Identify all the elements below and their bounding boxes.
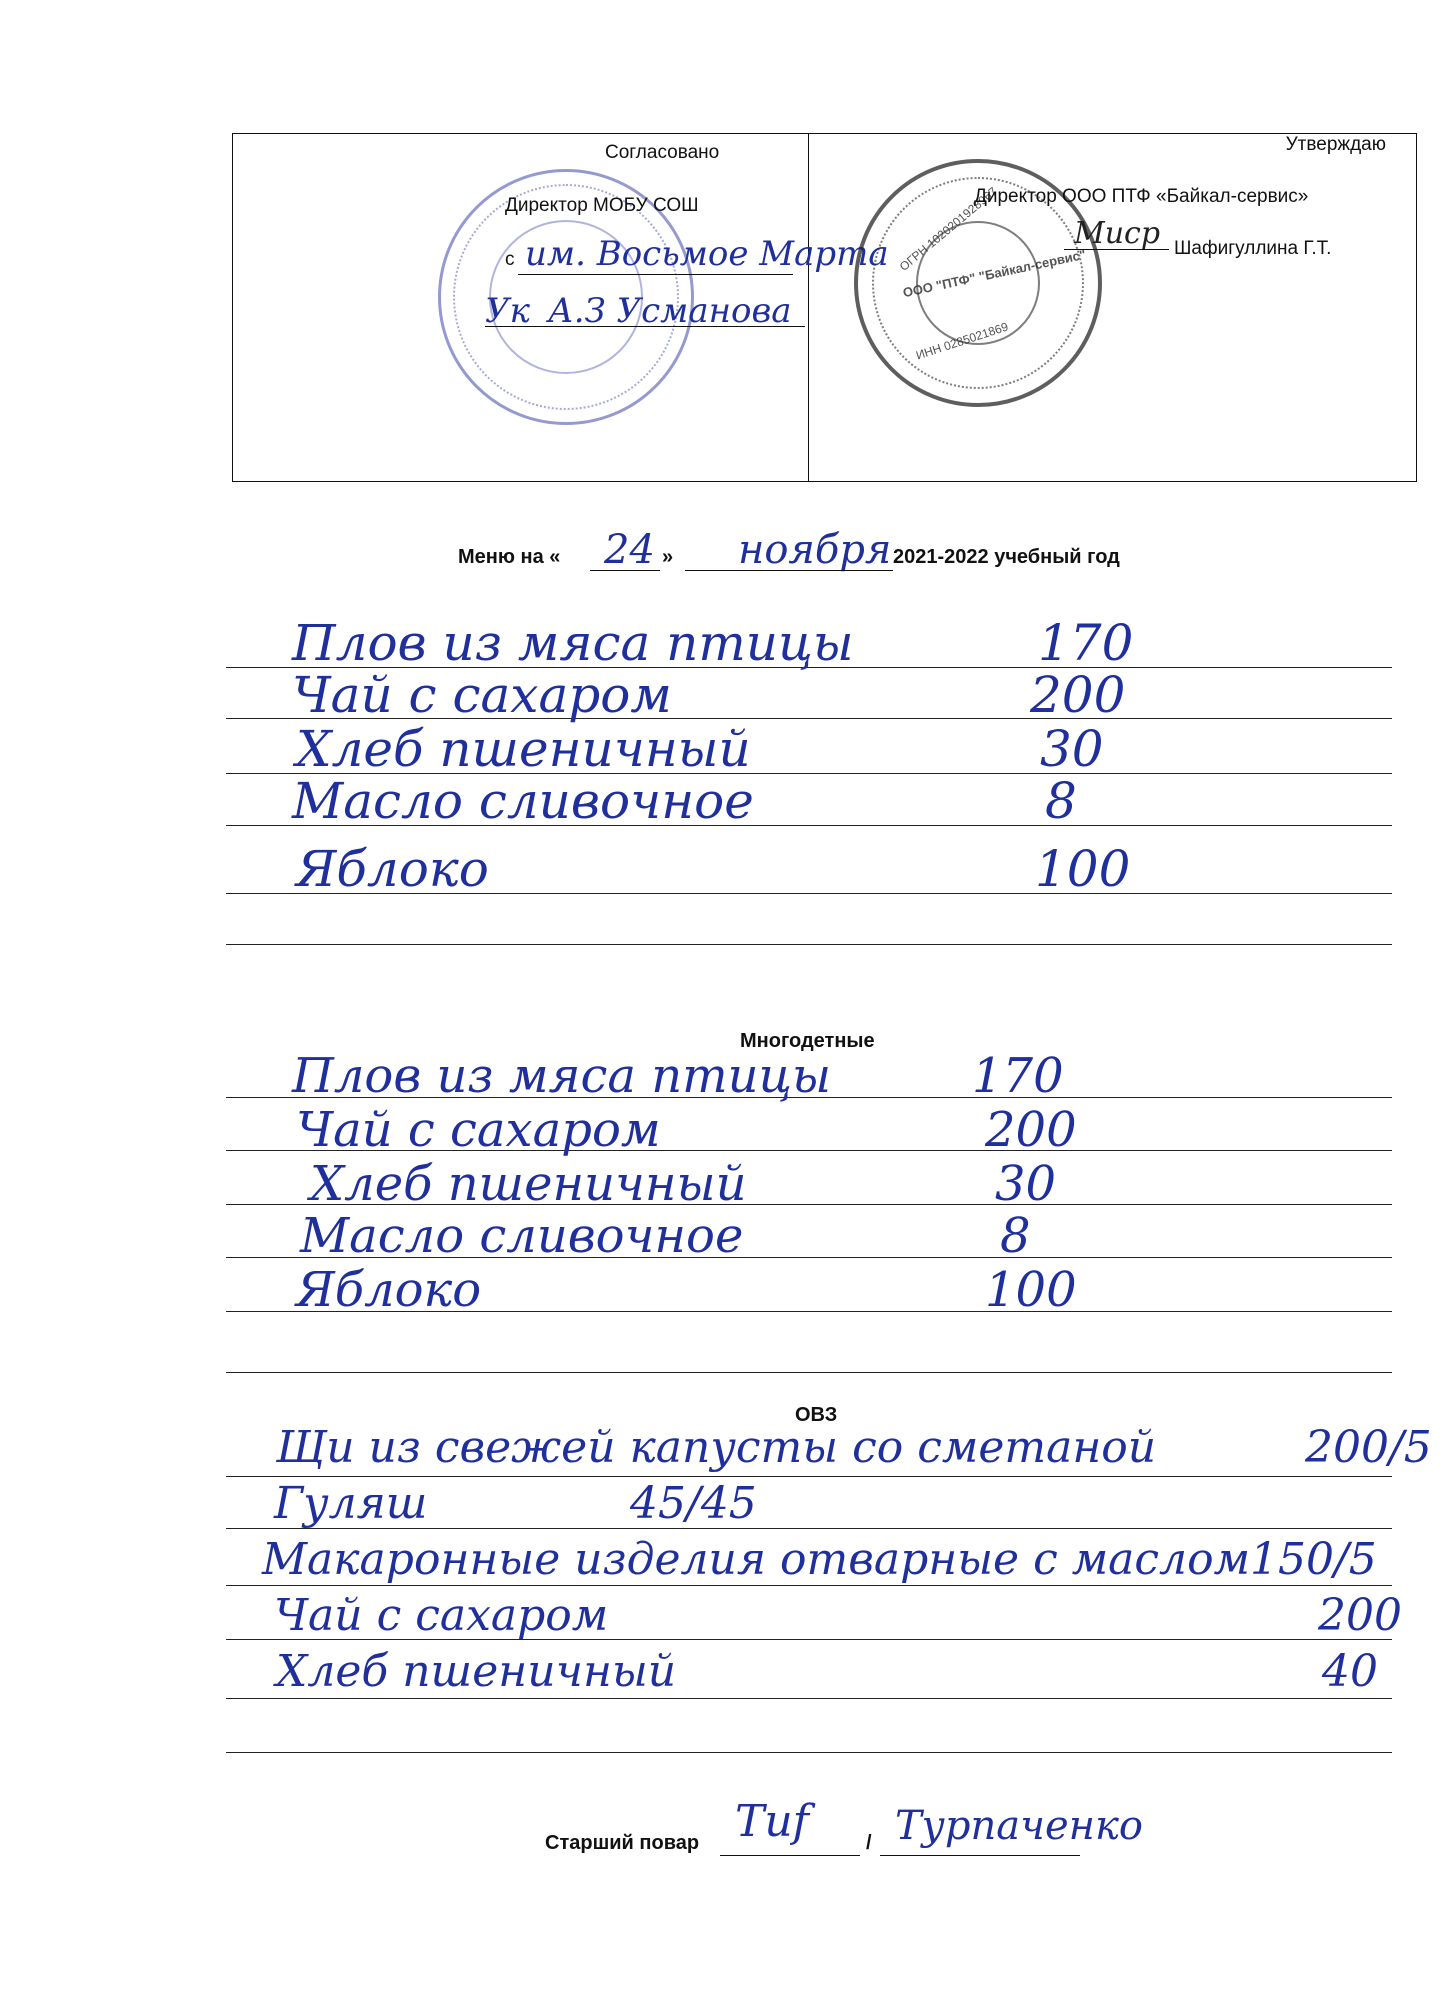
title-suffix: 2021-2022 учебный год xyxy=(893,546,1120,568)
approval-left xyxy=(233,134,889,481)
menu-item: Хлеб пшеничный xyxy=(276,1646,677,1697)
menu-item: Чай с сахаром xyxy=(274,1590,609,1641)
menu-qty: 45/45 xyxy=(630,1478,757,1529)
menu-qty: 8 xyxy=(1045,772,1077,830)
menu-item: Плов из мяса птицы xyxy=(292,614,854,672)
menu-qty: 8 xyxy=(1000,1208,1031,1264)
company-stamp-ogrn: ОГРН 1020201928967 xyxy=(896,184,1000,274)
footer-separator: / xyxy=(866,1832,872,1854)
menu-item: Гуляш xyxy=(274,1478,428,1529)
menu-item: Масло сливочное xyxy=(292,772,754,830)
menu-item: Чай с сахаром xyxy=(296,1102,661,1158)
section-title-ovz: ОВЗ xyxy=(795,1404,838,1426)
title-month: ноября xyxy=(738,527,892,573)
chef-name: Турпаченко xyxy=(895,1803,1143,1849)
left-signature: Ук xyxy=(485,291,530,331)
footer-label: Старший повар xyxy=(545,1832,700,1854)
approval-right xyxy=(809,134,1416,481)
menu-qty: 170 xyxy=(972,1048,1064,1104)
menu-qty: 40 xyxy=(1322,1646,1378,1697)
right-position: Директор ООО ПТФ «Байкал-сервис» xyxy=(974,186,1309,207)
menu-item: Плов из мяса птицы xyxy=(292,1048,832,1104)
menu-item: Щи из свежей капусты со сметаной xyxy=(276,1422,1157,1473)
chef-signature: Тиf xyxy=(735,1796,809,1847)
approve-label: Утверждаю xyxy=(1285,134,1386,155)
title-day: 24 xyxy=(604,527,655,573)
menu-qty: 30 xyxy=(995,1156,1057,1212)
menu-qty: 30 xyxy=(1040,720,1104,778)
menu-item: Хлеб пшеничный xyxy=(296,720,751,778)
menu-qty: 200/5 xyxy=(1305,1422,1432,1473)
title-mid: » xyxy=(662,546,674,568)
page-title xyxy=(458,546,560,569)
company-stamp-inn: ИНН 0285021869 xyxy=(914,319,1010,363)
menu-item: Чай с сахаром xyxy=(292,666,672,724)
menu-qty: 200 xyxy=(985,1102,1077,1158)
title-prefix: Меню на « xyxy=(458,546,561,568)
menu-qty: 170 xyxy=(1038,614,1134,672)
menu-qty: 200 xyxy=(1318,1590,1402,1641)
menu-qty: 100 xyxy=(1035,840,1131,898)
left-prefix: с xyxy=(505,249,515,270)
right-name: Шафигуллина Г.Т. xyxy=(1174,238,1332,259)
menu-qty: 200 xyxy=(1030,666,1126,724)
menu-item: Яблоко xyxy=(296,1262,482,1318)
menu-item: Яблоко xyxy=(296,840,489,898)
approval-box xyxy=(232,133,1417,482)
menu-qty: 150/5 xyxy=(1250,1534,1377,1585)
menu-item: Масло сливочное xyxy=(300,1208,744,1264)
menu-qty: 100 xyxy=(985,1262,1077,1318)
right-signature: Мuср xyxy=(1074,216,1161,251)
section-title-large-families: Многодетные xyxy=(740,1030,875,1052)
left-position: Директор МОБУ СОШ xyxy=(505,195,699,216)
menu-item: Макаронные изделия отварные с маслом xyxy=(262,1534,1251,1585)
left-signature-name: А.З Усманова xyxy=(548,291,792,331)
school-name-handwritten: им. Восьмое Марта xyxy=(525,234,889,274)
company-stamp-text: ООО "ПТФ" "Байкал-сервис" xyxy=(901,246,1088,301)
menu-item: Хлеб пшеничный xyxy=(310,1156,747,1212)
approved-label: Согласовано xyxy=(605,142,720,163)
